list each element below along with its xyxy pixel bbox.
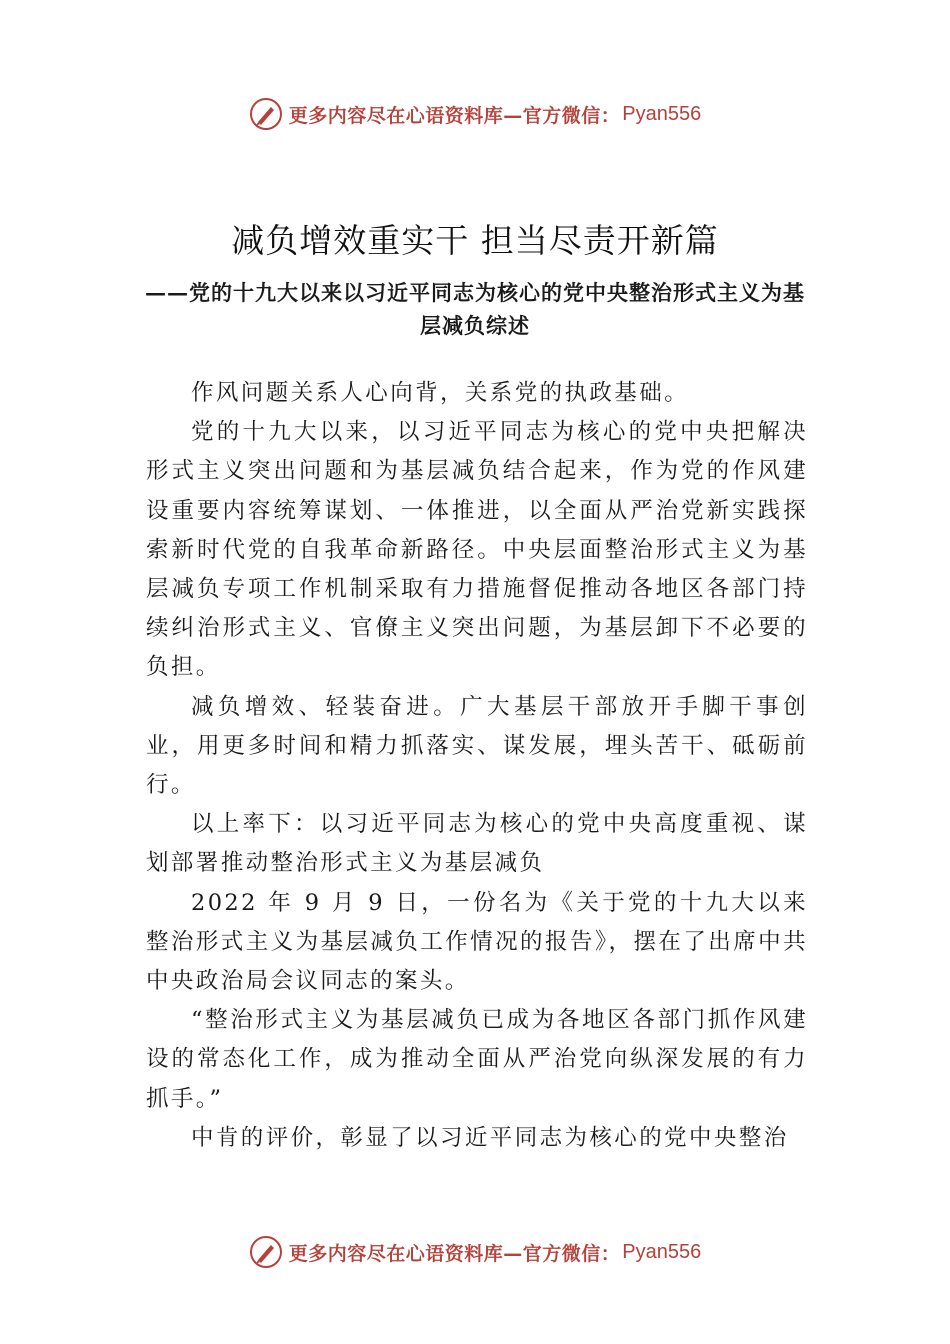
paragraph: 党的十九大以来，以习近平同志为核心的党中央把解决形式主义突出问题和为基层减负结合起来，作为党的作风建设重要内容统筹谋划、一体推进，以全面从严治党新实践探索新时代党的自我革命新路径。中央层面整治形式主义为基层减负专项工作机制采取有力措施督促推动各地区各部门持续纠治形式主义、官僚主义突出问题，为基层卸下不必要的负担。 (146, 419, 808, 681)
paragraph: 减负增效、轻装奋进。广大基层干部放开手脚干事创业，用更多时间和精力抓落实、谋发展，埋头苦干、砥砺前行。 (146, 693, 808, 799)
paragraph: 2022 年 9 月 9 日，一份名为《关于党的十九大以来整治形式主义为基层减负工作情况的报告》，摆在了出席中共中央政治局会议同志的案头。 (146, 889, 808, 995)
watermark-banner-top (0, 94, 950, 134)
watermark-banner-bottom (0, 1232, 950, 1272)
article-body (146, 374, 808, 1158)
pen-logo-icon (249, 1235, 283, 1269)
paragraph: 以上率下：以习近平同志为核心的党中央高度重视、谋划部署推动整治形式主义为基层减负 (146, 811, 808, 877)
article-subtitle: ——党的十九大以来以习近平同志为核心的党中央整治形式主义为基层减负综述 (145, 280, 805, 338)
article-title: 减负增效重实干 担当尽责开新篇 (231, 221, 719, 260)
watermark-text: 更多内容尽在心语资料库—官方微信： (288, 1242, 621, 1265)
watermark-code: Pyan556 (622, 102, 702, 125)
paragraph: 作风问题关系人心向背，关系党的执政基础。 (191, 380, 690, 406)
watermark-code: Pyan556 (622, 1240, 702, 1263)
paragraph: 中肯的评价，彰显了以习近平同志为核心的党中央整治 (191, 1124, 789, 1151)
watermark-text: 更多内容尽在心语资料库—官方微信： (288, 104, 621, 127)
paragraph: “整治形式主义为基层减负已成为各地区各部门抓作风建设的常态化工作，成为推动全面从严治党向纵深发展的有力抓手。” (146, 1007, 808, 1112)
pen-logo-icon (249, 97, 283, 131)
